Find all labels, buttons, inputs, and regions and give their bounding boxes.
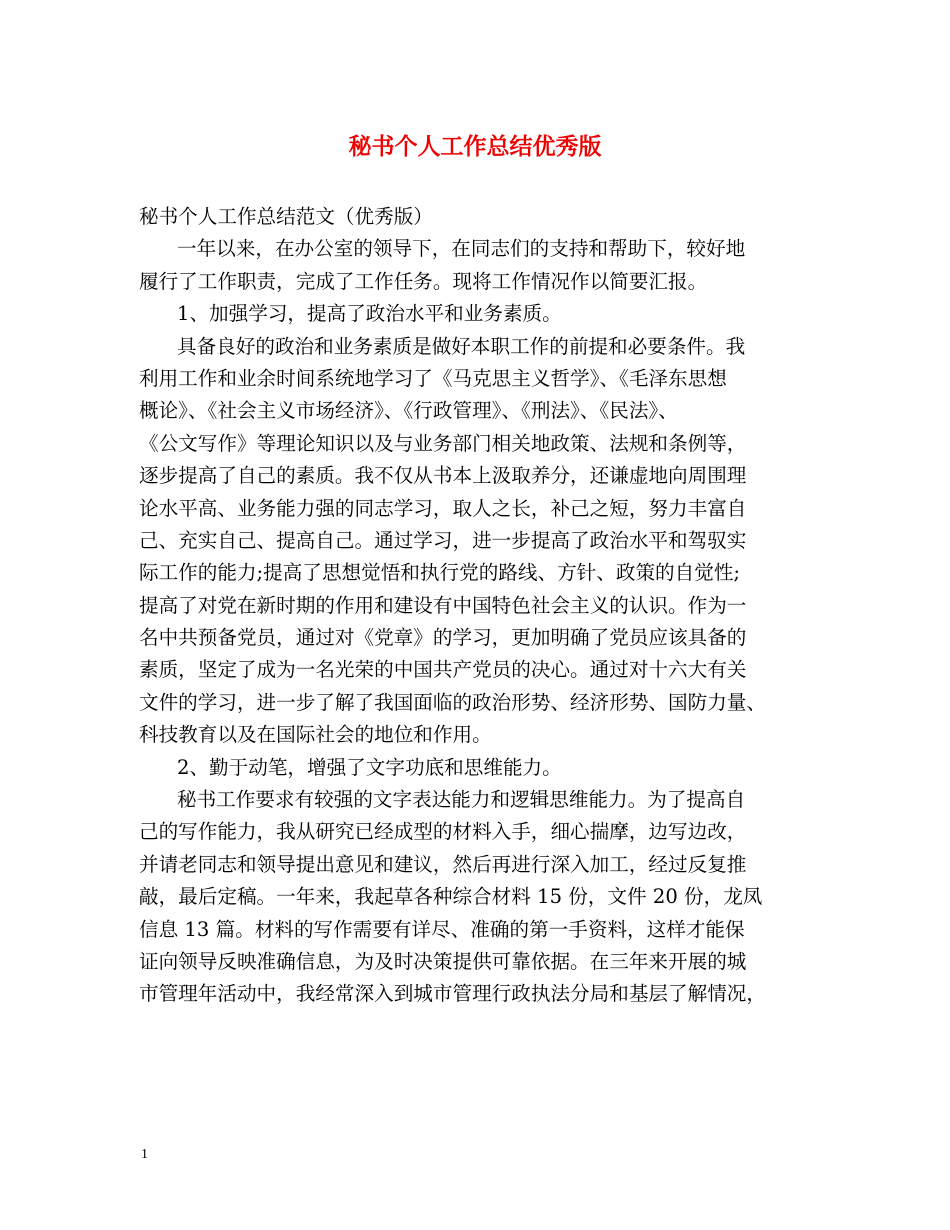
text-line: 秘书工作要求有较强的文字表达能力和逻辑思维能力。为了提高自 bbox=[177, 788, 746, 812]
document-title: 秘书个人工作总结优秀版 bbox=[348, 133, 602, 160]
text-line: 市管理年活动中，我经常深入到城市管理行政执法分局和基层了解情况， bbox=[139, 982, 766, 1006]
text-line: 概论》、《社会主义市场经济》、《行政管理》、《刑法》、《民法》、 bbox=[139, 399, 678, 423]
text-line: 素质，坚定了成为一名光荣的中国共产党员的决心。通过对十六大有关 bbox=[139, 658, 747, 682]
text-line: 并请老同志和领导提出意见和建议，然后再进行深入加工，经过反复推 bbox=[139, 852, 747, 876]
text-line: 《公文写作》等理论知识以及与业务部门相关地政策、法规和条例等， bbox=[139, 431, 747, 455]
text-line: 逐步提高了自己的素质。我不仅从书本上汲取养分，还谦虚地向周围理 bbox=[139, 464, 747, 488]
text-line: 名中共预备党员，通过对《党章》的学习，更加明确了党员应该具备的 bbox=[139, 626, 747, 650]
text-line: 己、充实自己、提高自己。通过学习，进一步提高了政治水平和驾驭实 bbox=[139, 528, 747, 552]
document-body bbox=[139, 201, 819, 1011]
text-line: 文件的学习，进一步了解了我国面临的政治形势、经济形势、国防力量、 bbox=[139, 690, 766, 714]
text-line: 具备良好的政治和业务素质是做好本职工作的前提和必要条件。我 bbox=[177, 334, 746, 358]
text-line: 秘书个人工作总结范文（优秀版） bbox=[139, 205, 433, 228]
text-line: 1、加强学习，提高了政治水平和业务素质。 bbox=[177, 302, 562, 326]
text-line: 际工作的能力;提高了思想觉悟和执行党的路线、方针、政策的自觉性; bbox=[139, 561, 741, 585]
text-line: 履行了工作职责，完成了工作任务。现将工作情况作以简要汇报。 bbox=[139, 269, 708, 293]
text-line: 敲，最后定稿。一年来，我起草各种综合材料 15 份，文件 20 份，龙凤 bbox=[139, 885, 763, 909]
text-line: 论水平高、业务能力强的同志学习，取人之长，补己之短，努力丰富自 bbox=[139, 496, 747, 520]
text-line: 科技教育以及在国际社会的地位和作用。 bbox=[139, 723, 492, 747]
text-line: 信息 13 篇。材料的写作需要有详尽、准确的第一手资料，这样才能保 bbox=[139, 917, 745, 941]
text-line: 一年以来，在办公室的领导下，在同志们的支持和帮助下，较好地 bbox=[177, 237, 746, 261]
text-line: 2、勤于动笔，增强了文字功底和思维能力。 bbox=[177, 755, 562, 779]
text-line: 证向领导反映准确信息，为及时决策提供可靠依据。在三年来开展的城 bbox=[139, 949, 747, 973]
page-number: 1 bbox=[141, 1147, 148, 1162]
text-line: 利用工作和业余时间系统地学习了《马克思主义哲学》、《毛泽东思想 bbox=[139, 366, 727, 390]
text-line: 己的写作能力，我从研究已经成型的材料入手，细心揣摩，边写边改， bbox=[139, 820, 747, 844]
text-line: 提高了对党在新时期的作用和建设有中国特色社会主义的认识。作为一 bbox=[139, 593, 747, 617]
